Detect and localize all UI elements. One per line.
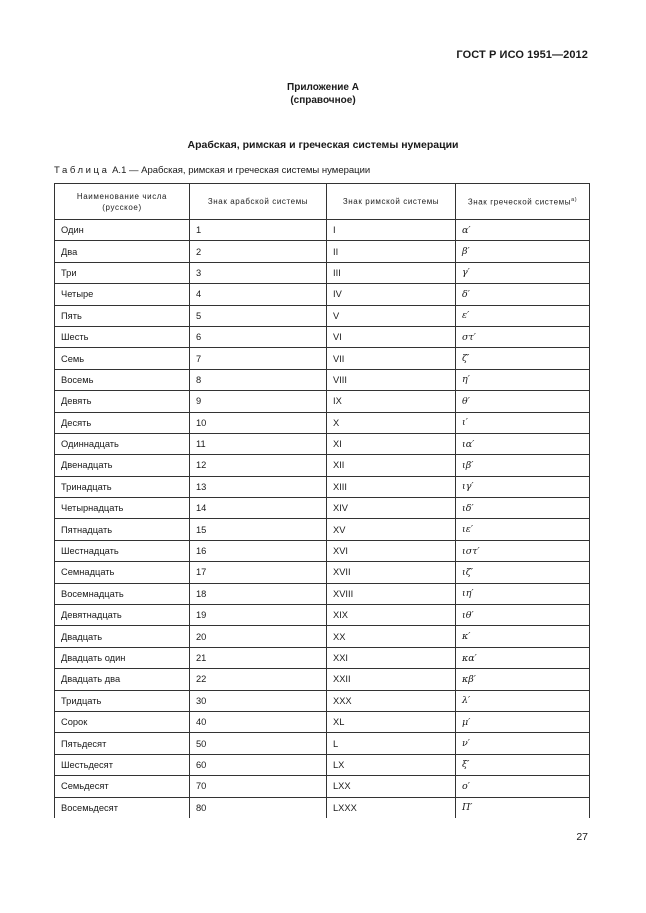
- column-header-name-line1: Наименование числа: [76, 191, 168, 201]
- cell-roman: II: [327, 241, 456, 262]
- cell-arabic: 70: [190, 776, 327, 797]
- cell-roman: VII: [327, 348, 456, 369]
- cell-arabic: 14: [190, 498, 327, 519]
- cell-arabic: 40: [190, 711, 327, 732]
- cell-greek: ιη′: [456, 583, 590, 604]
- table-row: [55, 476, 590, 497]
- cell-greek: γ′: [456, 262, 590, 283]
- annex-title: Приложение А: [287, 82, 359, 93]
- table-caption: [54, 165, 370, 176]
- cell-roman: XIV: [327, 498, 456, 519]
- table-caption-text: А.1 — Арабская, римская и греческая системы нумерации: [109, 165, 371, 176]
- cell-greek: θ′: [456, 391, 590, 412]
- cell-arabic: 8: [190, 369, 327, 390]
- cell-greek: ζ′: [456, 348, 590, 369]
- cell-roman: IV: [327, 284, 456, 305]
- table-row: [55, 412, 590, 433]
- cell-name: Пятьдесят: [55, 733, 190, 754]
- cell-greek: η′: [456, 369, 590, 390]
- cell-arabic: 10: [190, 412, 327, 433]
- table-row: [55, 690, 590, 711]
- cell-greek: κα′: [456, 647, 590, 668]
- cell-roman: XIII: [327, 476, 456, 497]
- column-header-greek-text: Знак греческой системы: [467, 197, 572, 207]
- table-row: [55, 391, 590, 412]
- table-row: [55, 369, 590, 390]
- cell-roman: III: [327, 262, 456, 283]
- cell-name: Девятнадцать: [55, 605, 190, 626]
- table-header-row: [55, 184, 590, 220]
- cell-arabic: 15: [190, 519, 327, 540]
- annex-subtitle: (справочное): [290, 95, 356, 106]
- cell-greek: λ′: [456, 690, 590, 711]
- cell-roman: XX: [327, 626, 456, 647]
- cell-greek: ο′: [456, 776, 590, 797]
- cell-name: Шестьдесят: [55, 754, 190, 775]
- cell-name: Восемь: [55, 369, 190, 390]
- cell-name: Семнадцать: [55, 562, 190, 583]
- cell-arabic: 7: [190, 348, 327, 369]
- table-row: [55, 540, 590, 561]
- cell-greek: β′: [456, 241, 590, 262]
- cell-roman: XVII: [327, 562, 456, 583]
- column-header-name: [55, 184, 190, 220]
- cell-greek: κβ′: [456, 669, 590, 690]
- cell-greek: ιδ′: [456, 498, 590, 519]
- cell-name: Сорок: [55, 711, 190, 732]
- cell-roman: VI: [327, 326, 456, 347]
- cell-name: Тридцать: [55, 690, 190, 711]
- cell-arabic: 22: [190, 669, 327, 690]
- cell-name: Три: [55, 262, 190, 283]
- cell-roman: XXII: [327, 669, 456, 690]
- cell-name: Четыре: [55, 284, 190, 305]
- cell-arabic: 1: [190, 220, 327, 241]
- cell-roman: I: [327, 220, 456, 241]
- cell-arabic: 13: [190, 476, 327, 497]
- table-row: [55, 797, 590, 818]
- cell-greek: στ′: [456, 326, 590, 347]
- cell-name: Семь: [55, 348, 190, 369]
- cell-roman: XII: [327, 455, 456, 476]
- cell-roman: L: [327, 733, 456, 754]
- cell-greek: ιστ′: [456, 540, 590, 561]
- cell-name: Девять: [55, 391, 190, 412]
- cell-arabic: 4: [190, 284, 327, 305]
- cell-name: Двенадцать: [55, 455, 190, 476]
- cell-arabic: 18: [190, 583, 327, 604]
- table-row: [55, 519, 590, 540]
- page-number: 27: [576, 831, 588, 843]
- cell-name: Один: [55, 220, 190, 241]
- column-header-roman: Знак римской системы: [327, 184, 456, 220]
- cell-name: Четырнадцать: [55, 498, 190, 519]
- cell-name: Два: [55, 241, 190, 262]
- cell-roman: XVIII: [327, 583, 456, 604]
- table-row: [55, 220, 590, 241]
- cell-roman: XV: [327, 519, 456, 540]
- table-row: [55, 669, 590, 690]
- table-row: [55, 754, 590, 775]
- footnote-marker: а): [571, 196, 578, 203]
- cell-name: Одиннадцать: [55, 433, 190, 454]
- cell-name: Двадцать один: [55, 647, 190, 668]
- cell-name: Шестнадцать: [55, 540, 190, 561]
- cell-greek: δ′: [456, 284, 590, 305]
- cell-name: Тринадцать: [55, 476, 190, 497]
- cell-roman: XI: [327, 433, 456, 454]
- cell-name: Двадцать два: [55, 669, 190, 690]
- annex-heading: [0, 81, 646, 107]
- cell-greek: ε′: [456, 305, 590, 326]
- cell-greek: α′: [456, 220, 590, 241]
- table-row: [55, 262, 590, 283]
- table-row: [55, 348, 590, 369]
- cell-roman: V: [327, 305, 456, 326]
- table-row: [55, 241, 590, 262]
- cell-name: Пятнадцать: [55, 519, 190, 540]
- cell-greek: ιζ′: [456, 562, 590, 583]
- cell-roman: XVI: [327, 540, 456, 561]
- cell-arabic: 21: [190, 647, 327, 668]
- cell-arabic: 50: [190, 733, 327, 754]
- document-code: ГОСТ Р ИСО 1951—2012: [456, 49, 588, 61]
- table-row: [55, 583, 590, 604]
- cell-arabic: 16: [190, 540, 327, 561]
- cell-roman: LXX: [327, 776, 456, 797]
- cell-arabic: 11: [190, 433, 327, 454]
- table-row: [55, 626, 590, 647]
- table-row: [55, 647, 590, 668]
- cell-greek: ια′: [456, 433, 590, 454]
- cell-name: Пять: [55, 305, 190, 326]
- table-row: [55, 284, 590, 305]
- table-caption-label: Таблица: [54, 165, 110, 176]
- cell-arabic: 3: [190, 262, 327, 283]
- cell-greek: Π′: [456, 797, 590, 818]
- cell-roman: LX: [327, 754, 456, 775]
- cell-greek: ξ′: [456, 754, 590, 775]
- cell-greek: ι′: [456, 412, 590, 433]
- cell-greek: ιβ′: [456, 455, 590, 476]
- cell-arabic: 9: [190, 391, 327, 412]
- table-row: [55, 305, 590, 326]
- table-row: [55, 433, 590, 454]
- table-row: [55, 776, 590, 797]
- table-row: [55, 562, 590, 583]
- cell-name: Восемьдесят: [55, 797, 190, 818]
- cell-greek: ιε′: [456, 519, 590, 540]
- column-header-name-line2: (русское): [102, 202, 142, 212]
- cell-arabic: 80: [190, 797, 327, 818]
- table-row: [55, 711, 590, 732]
- cell-arabic: 12: [190, 455, 327, 476]
- cell-roman: VIII: [327, 369, 456, 390]
- cell-roman: XXI: [327, 647, 456, 668]
- cell-arabic: 30: [190, 690, 327, 711]
- cell-arabic: 60: [190, 754, 327, 775]
- cell-name: Шесть: [55, 326, 190, 347]
- cell-roman: XIX: [327, 605, 456, 626]
- cell-roman: X: [327, 412, 456, 433]
- table-row: [55, 326, 590, 347]
- table-row: [55, 605, 590, 626]
- cell-arabic: 2: [190, 241, 327, 262]
- column-header-arabic: Знак арабской системы: [190, 184, 327, 220]
- column-header-greek: [456, 184, 590, 220]
- cell-greek: ν′: [456, 733, 590, 754]
- cell-roman: XL: [327, 711, 456, 732]
- cell-roman: XXX: [327, 690, 456, 711]
- cell-greek: ιθ′: [456, 605, 590, 626]
- section-title: Арабская, римская и греческая системы нумерации: [187, 139, 459, 151]
- cell-greek: μ′: [456, 711, 590, 732]
- cell-arabic: 20: [190, 626, 327, 647]
- cell-arabic: 17: [190, 562, 327, 583]
- cell-name: Восемнадцать: [55, 583, 190, 604]
- cell-roman: LXXX: [327, 797, 456, 818]
- cell-greek: ιγ′: [456, 476, 590, 497]
- table-row: [55, 733, 590, 754]
- table-row: [55, 455, 590, 476]
- table-row: [55, 498, 590, 519]
- cell-arabic: 6: [190, 326, 327, 347]
- cell-name: Семьдесят: [55, 776, 190, 797]
- cell-arabic: 19: [190, 605, 327, 626]
- cell-arabic: 5: [190, 305, 327, 326]
- cell-name: Десять: [55, 412, 190, 433]
- cell-name: Двадцать: [55, 626, 190, 647]
- table-body: [55, 220, 590, 818]
- cell-roman: IX: [327, 391, 456, 412]
- numeral-systems-table: [54, 183, 590, 818]
- cell-greek: κ′: [456, 626, 590, 647]
